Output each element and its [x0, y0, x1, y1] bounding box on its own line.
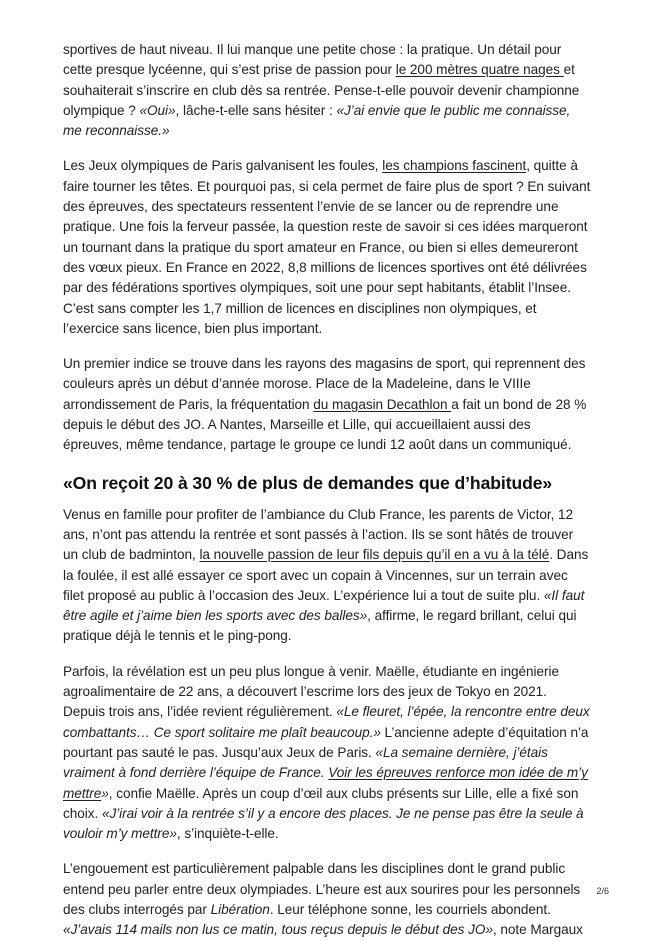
quote: «J’avais 114 mails non lus ce matin, tous reçus depuis le début des JO»	[63, 922, 493, 938]
quote: «La semaine dernière, j’étais vraiment à fond derrière l’équipe de France.	[63, 744, 548, 781]
paragraph-text: Les Jeux olympiques de Paris galvanisent les foules,	[63, 158, 383, 174]
quote: »	[101, 785, 109, 801]
paragraph-text: Parfois, la révélation est un peu plus longue à venir. Maëlle, étudiante en ingénierie agroalimentaire de 22 ans, a découvert l’escrime lors des jeux de Tokyo en 2021. Depuis trois ans, l’idée revient régulièrement.	[63, 663, 559, 720]
publication-name: Libération	[210, 901, 270, 917]
paragraph-text: , affirme, le regard brillant, celui qui pratique déjà le tennis et le ping-pong.	[63, 608, 577, 644]
paragraph-text: sportives de haut niveau. Il lui manque une petite chose : la pratique. Un détail pour cette presque lycéenne, qui s’est prise de passion pour	[63, 42, 562, 78]
link-champions-fascinent[interactable]: les champions fascinent	[382, 158, 527, 174]
paragraph	[63, 662, 591, 845]
paragraph-text: L’ancienne adepte d’équitation n’a pourtant pas sauté le pas. Jusqu’aux Jeux de Paris.	[63, 724, 589, 760]
paragraph	[63, 859, 591, 940]
paragraph	[63, 156, 591, 339]
paragraph	[63, 40, 591, 141]
paragraph-text: Venus en famille pour profiter de l’ambiance du Club France, les parents de Victor, 12 ans, n’ont pas attendu la rentrée et sont passés à l’action. Ils se sont hâtés de trouver un club de badminton,	[63, 506, 574, 563]
paragraph-text: L’engouement est particulièrement palpable dans les disciplines dont le grand public entend peu parler entre deux olympiades. L’heure est aux sourires pour les personnels des clubs interrogés par	[63, 861, 581, 917]
link-voir-les-epreuves[interactable]: Voir les épreuves renforce mon idée de m’y mettre	[63, 765, 588, 801]
paragraph	[63, 505, 591, 647]
page-number: 2/6	[596, 886, 609, 896]
article-body	[63, 40, 591, 941]
link-nouvelle-passion[interactable]: la nouvelle passion de leur fils depuis qu’il en a vu à la télé	[199, 547, 550, 563]
paragraph-text: , note Margaux	[492, 922, 583, 938]
quote: «Oui»	[139, 102, 176, 118]
paragraph	[63, 354, 591, 455]
quote: «J’irai voir à la rentrée s’il y a encore des places. Je ne pense pas être la seule à vouloir m’y mettre»	[63, 805, 584, 842]
paragraph-text: . Leur téléphone sonne, les courriels abondent.	[269, 901, 551, 917]
paragraph-text: Un premier indice se trouve dans les rayons des magasins de sport, qui reprennent des couleurs après un début d’année morose. Place de la Madeleine, dans le VIIIe arrondissement de Paris, la fréquentation	[63, 356, 586, 412]
link-200m-quatre-nages[interactable]: le 200 mètres quatre nages	[395, 62, 564, 78]
paragraph-text: a fait un bond de 28 % depuis le début des JO. A Nantes, Marseille et Lille, qui accueillaient aussi des épreuves, même tendance, partage le groupe ce lundi 12 août dans un communiqué.	[63, 396, 587, 453]
paragraph-text: , confie Maëlle. Après un coup d’œil aux clubs présents sur Lille, elle a fixé son choix.	[63, 785, 579, 821]
paragraph-text: et souhaiterait s’inscrire en club dès sa rentrée. Pense-t-elle pouvoir devenir championne olympique ?	[63, 62, 580, 118]
paragraph-text: . Dans la foulée, il est allé essayer ce sport avec un copain à Vincennes, sur un terrain avec filet proposé au public à l’occasion des Jeux. L’expérience lui a tout de suite plu.	[63, 547, 589, 603]
paragraph-text: , quitte à faire tourner les têtes. Et pourquoi pas, si cela permet de faire plus de sport ? En suivant des épreuves, des spectateurs ressentent l’envie de se lancer ou de reprendre une pratique. Une fois la ferveur passée, la question reste de savoir si ces idées marqueront un tournant dans la pratique du sport amateur en France, ou bien si elles demeureront des vœux pieux. En France en 2022, 8,8 millions de licences sportives ont été délivrées par des fédérations sportives olympiques, soit une pour sept habitants, établit l’Insee. C’est sans compter les 1,7 million de licences en disciplines non olympiques, et l’exercice sans licence, bien plus important.	[63, 158, 591, 336]
paragraph-text: , lâche-t-elle sans hésiter :	[175, 102, 337, 118]
paragraph-text: , s’inquiète-t-elle.	[176, 826, 279, 842]
link-magasin-decathlon[interactable]: du magasin Decathlon	[313, 396, 452, 412]
section-heading: «On reçoit 20 à 30 % de plus de demandes que d’habitude»	[63, 472, 553, 493]
quote: «Le fleuret, l’épée, la rencontre entre deux combattants… Ce sport solitaire me plaît beaucoup.»	[63, 704, 590, 740]
quote: «J’ai envie que le public me connaisse, me reconnaisse.»	[63, 102, 571, 139]
quote: «Il faut être agile et j’aime bien les sports avec des balles»	[63, 587, 585, 624]
